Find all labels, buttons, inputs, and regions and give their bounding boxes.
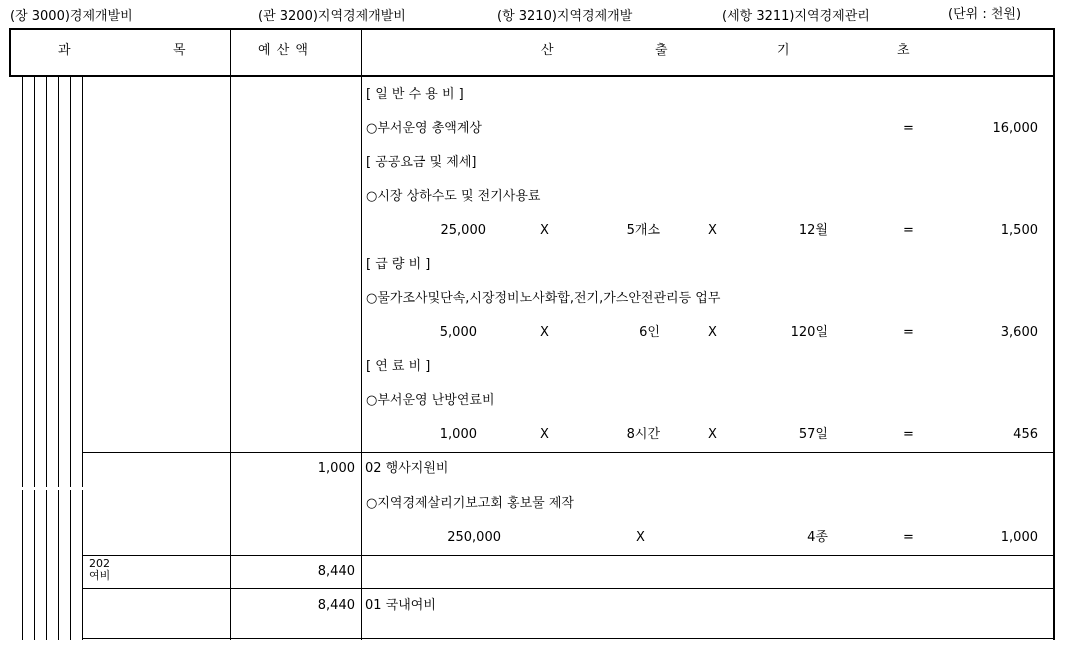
- calc-period: 120일: [790, 325, 828, 340]
- line-total: 16,000: [992, 121, 1038, 136]
- equals-sign: =: [903, 530, 914, 545]
- hang-label: (항 3210)지역경제개발: [497, 9, 633, 24]
- hierarchy-line: [46, 490, 47, 640]
- hierarchy-line: [82, 490, 83, 640]
- calc-period: 12월: [798, 223, 828, 238]
- hierarchy-line: [46, 77, 47, 487]
- unit-label: (단위 : 천원): [948, 7, 1022, 22]
- calc-period: 57일: [798, 427, 828, 442]
- section-02-title: 02 행사지원비: [365, 461, 449, 476]
- sehang-label: (세항 3211)지역경제관리: [722, 9, 870, 24]
- header-calc-4: 초: [897, 43, 911, 58]
- calc-amount: 25,000: [440, 223, 486, 238]
- equals-sign: =: [903, 121, 914, 136]
- line-total: 456: [1013, 427, 1038, 442]
- table-right-border: [1053, 28, 1055, 640]
- equals-sign: =: [903, 325, 914, 340]
- header-gwamok-a: 과: [58, 43, 72, 58]
- section-01-title: 01 국내여비: [365, 598, 436, 613]
- section-202-code: 202: [89, 557, 110, 570]
- line-dept-operation: ○부서운영 총액계상: [366, 121, 482, 136]
- table-top-border: [9, 28, 1055, 30]
- hierarchy-line: [22, 490, 23, 640]
- section-02-item: ○지역경제살리기보고회 홍보물 제작: [366, 496, 574, 511]
- equals-sign: =: [903, 223, 914, 238]
- budget-col-divider: [230, 28, 231, 640]
- hierarchy-line: [34, 77, 35, 487]
- calc-amount: 250,000: [447, 530, 501, 545]
- line-total: 1,000: [1000, 530, 1038, 545]
- line-heating-fuel: ○부서운영 난방연료비: [366, 393, 495, 408]
- row-separator: [82, 555, 1055, 556]
- hierarchy-line: [58, 490, 59, 640]
- calc-col-divider: [361, 28, 362, 640]
- multiply-sign: X: [708, 325, 717, 340]
- multiply-sign: X: [540, 325, 549, 340]
- hierarchy-line: [70, 77, 71, 487]
- line-market-utilities: ○시장 상하수도 및 전기사용료: [366, 189, 541, 204]
- equals-sign: =: [903, 427, 914, 442]
- section-02-budget: 1,000: [317, 461, 355, 476]
- header-bottom-border: [9, 75, 1055, 77]
- jang-label: (장 3000)경제개발비: [10, 9, 133, 24]
- gwan-label: (관 3200)지역경제개발비: [258, 9, 406, 24]
- header-calc-1: 산: [541, 43, 555, 58]
- line-price-survey: ○물가조사및단속,시장정비노사화합,전기,가스안전관리등 업무: [366, 291, 721, 306]
- hierarchy-line: [34, 490, 35, 640]
- multiply-sign: X: [708, 427, 717, 442]
- calc-quantity: 5개소: [626, 223, 660, 238]
- multiply-sign: X: [708, 223, 717, 238]
- hierarchy-line: [58, 77, 59, 487]
- row-separator: [82, 588, 1055, 589]
- header-calc-3: 기: [777, 43, 791, 58]
- multiply-sign: X: [636, 530, 645, 545]
- line-salary-heading: [ 급 량 비 ]: [366, 257, 431, 272]
- section-202-budget: 8,440: [317, 564, 355, 579]
- calc-amount: 5,000: [439, 325, 477, 340]
- section-202-name: 여비: [89, 569, 111, 582]
- calc-quantity: 6인: [639, 325, 660, 340]
- header-budget: 예 산 액: [258, 43, 309, 58]
- header-gwamok-b: 목: [173, 43, 187, 58]
- calc-period: 4종: [807, 530, 828, 545]
- row-separator: [82, 452, 1055, 453]
- line-utility-heading: [ 공공요금 및 제세]: [366, 155, 477, 170]
- calc-amount: 1,000: [439, 427, 477, 442]
- line-general-heading: [ 일 반 수 용 비 ]: [366, 87, 464, 102]
- multiply-sign: X: [540, 427, 549, 442]
- hierarchy-line: [82, 77, 83, 487]
- line-total: 3,600: [1000, 325, 1038, 340]
- table-bottom-border: [82, 638, 1055, 639]
- section-01-budget: 8,440: [317, 598, 355, 613]
- hierarchy-line: [70, 490, 71, 640]
- hierarchy-line: [22, 77, 23, 487]
- multiply-sign: X: [540, 223, 549, 238]
- header-calc-2: 출: [655, 43, 669, 58]
- table-left-border-header: [9, 28, 11, 77]
- calc-quantity: 8시간: [626, 427, 660, 442]
- line-total: 1,500: [1000, 223, 1038, 238]
- line-fuel-heading: [ 연 료 비 ]: [366, 359, 431, 374]
